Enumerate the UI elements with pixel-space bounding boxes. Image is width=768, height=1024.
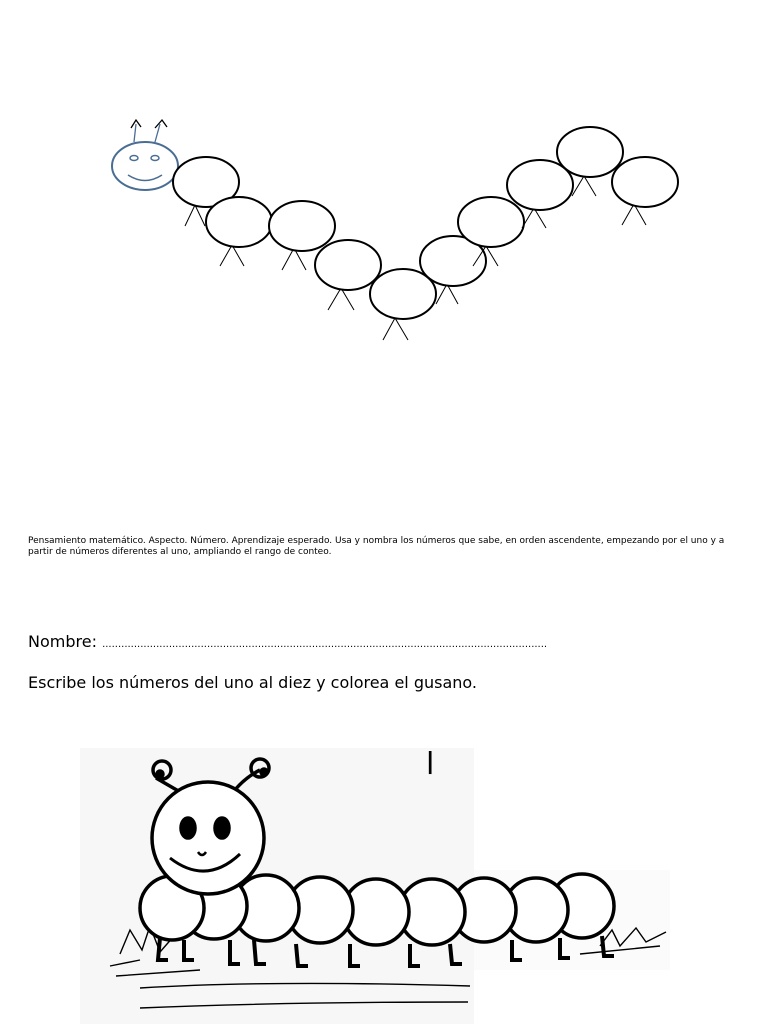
name-field[interactable] — [28, 632, 547, 651]
learning-objective-text: Pensamiento matemático. Aspecto. Número. Aprendizaje esperado. Usa y nombra los números que sabe, en orden ascendente, empezando por el uno y a partir de números diferentes al uno, ampliando el rango de conteo. — [28, 536, 725, 557]
caterpillar-coloring-image — [80, 740, 680, 1024]
worm-head-icon — [112, 120, 178, 190]
worm-segment-2 — [206, 197, 272, 266]
caterpillar-head-icon — [152, 782, 264, 894]
instruction-text: Escribe los números del uno al diez y colorea el gusano. — [28, 673, 477, 692]
handwritten-mark: l — [426, 747, 435, 782]
worm-segment-5 — [370, 269, 436, 340]
name-blank-line[interactable]: ............................................................................................................................................ — [102, 639, 548, 650]
worm-counting-diagram — [0, 0, 768, 360]
worm-segment-10 — [612, 157, 678, 225]
name-label: Nombre: — [28, 632, 97, 651]
